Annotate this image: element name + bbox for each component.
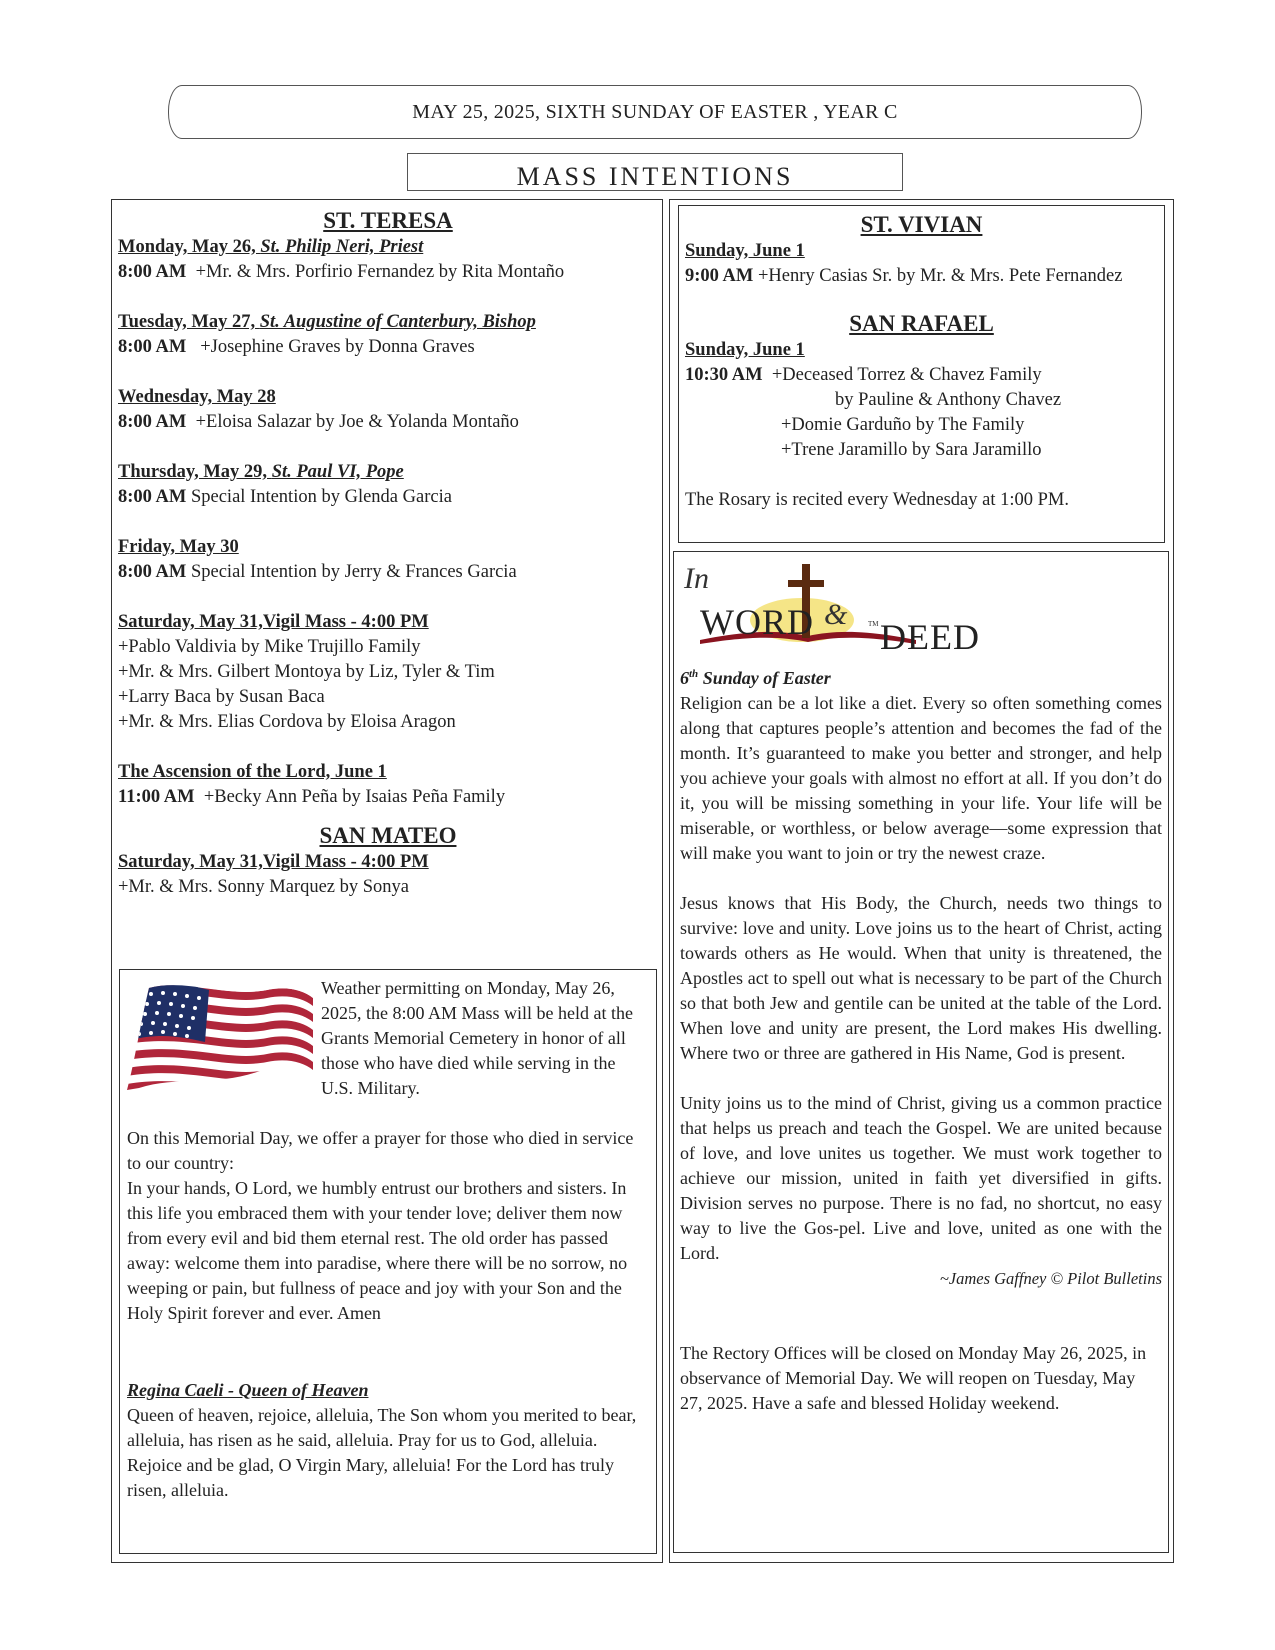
- mass-intentions-title: MASS INTENTIONS: [407, 153, 903, 191]
- memorial-prayer: In your hands, O Lord, we humbly entrust our brothers and sisters. In this life you embraced them with your tender love; deliver them now from every evil and bid them eternal rest. The old order has passed away: welcome them into paradise, where there will be no sorrow, no weeping or pain, but fullness of peace and joy with your Son and the Holy Spirit forever and ever. Amen: [127, 1178, 628, 1323]
- memorial-prayer-intro: On this Memorial Day, we offer a prayer for those who died in service to our country:: [127, 1128, 634, 1173]
- san-mateo-title: SAN MATEO: [319, 823, 457, 848]
- logo-ampersand: &: [824, 598, 848, 631]
- logo-word-text: WORD: [700, 602, 814, 642]
- sunday-title: 6th Sunday of Easter: [680, 668, 831, 688]
- wednesday-intention: 8:00 AM +Eloisa Salazar by Joe & Yolanda Montaño: [118, 412, 519, 432]
- memorial-day-box: [119, 969, 657, 1554]
- reflection-paragraph-3: Unity joins us to the mind of Christ, giving us a common practice that helps us preach and teach the Gospel. We are united because of love, and love unites us together. We must work together to achieve our mission, united in faith yet diversified in gifts. Division serves no purpose. There is no fad, no shortcut, no easy way to live the Gos-pel. Live and love, united as one with the Lord.: [680, 1093, 1162, 1263]
- st-vivian-intention: 9:00 AM +Henry Casias Sr. by Mr. & Mrs. Pete Fernandez: [685, 266, 1123, 286]
- logo-tm-mark: TM: [868, 620, 879, 628]
- ascension-heading: The Ascension of the Lord, June 1: [118, 762, 387, 782]
- regina-caeli-text: Queen of heaven, rejoice, alleluia, The Son whom you merited to bear, alleluia, has risen as he said, alleluia. Pray for us to God, alleluia. Rejoice and be glad, O Virgin Mary, alleluia! For the Lord has truly risen, alleluia.: [127, 1405, 637, 1500]
- reflection-paragraph-2: Jesus knows that His Body, the Church, needs two things to survive: love and unity. Love joins us to the heart of Christ, acting towards others as He would. When that unity is threatened, the Apostles act to spell out what is necessary to be part of the Church so that both Jew and gentile can be united at the table of the Lord. When love and unity are present, the Lord makes His dwelling. Where two or three are gathered in His Name, God is present.: [680, 893, 1162, 1063]
- regina-caeli-title: Regina Caeli - Queen of Heaven: [127, 1380, 369, 1400]
- san-rafael-intention: by Pauline & Anthony Chavez: [835, 390, 1062, 410]
- san-mateo-heading: Saturday, May 31,Vigil Mass - 4:00 PM: [118, 852, 429, 872]
- saturday-intention: +Pablo Valdivia by Mike Trujillo Family: [118, 637, 421, 657]
- san-mateo-intention: +Mr. & Mrs. Sonny Marquez by Sonya: [118, 877, 410, 897]
- reflection-credit: ~James Gaffney © Pilot Bulletins: [939, 1269, 1162, 1288]
- bulletin-header: MAY 25, 2025, SIXTH SUNDAY OF EASTER , YEAR C: [168, 85, 1142, 139]
- memorial-mass-notice: Weather permitting on Monday, May 26, 2025, the 8:00 AM Mass will be held at the Grants Memorial Cemetery in honor of all those who have died while serving in the U.S. Military.: [321, 978, 633, 1098]
- san-rafael-intention: +Trene Jaramillo by Sara Jaramillo: [781, 440, 1042, 460]
- san-rafael-intention: +Domie Garduño by The Family: [781, 415, 1025, 435]
- word-and-deed-logo: [680, 556, 1162, 662]
- logo-deed-text: DEED: [880, 617, 980, 657]
- thursday-intention: 8:00 AM Special Intention by Glenda Garcia: [118, 487, 452, 507]
- friday-heading: Friday, May 30: [118, 537, 239, 557]
- thursday-heading: Thursday, May 29, St. Paul VI, Pope: [118, 462, 404, 482]
- wednesday-heading: Wednesday, May 28: [118, 387, 276, 407]
- san-rafael-title: SAN RAFAEL: [849, 311, 994, 336]
- ascension-intention: 11:00 AM +Becky Ann Peña by Isaias Peña Family: [118, 787, 506, 807]
- american-flag-icon: [127, 980, 313, 1098]
- friday-intention: 8:00 AM Special Intention by Jerry & Frances Garcia: [118, 562, 517, 582]
- st-vivian-san-rafael-box: [678, 205, 1165, 543]
- saturday-heading: Saturday, May 31,Vigil Mass - 4:00 PM: [118, 612, 429, 632]
- saturday-intention: +Mr. & Mrs. Gilbert Montoya by Liz, Tyler & Tim: [118, 662, 495, 682]
- rectory-closure-notice: The Rectory Offices will be closed on Monday May 26, 2025, in observance of Memorial Day. We will reopen on Tuesday, May 27, 2025. Have a safe and blessed Holiday weekend.: [680, 1343, 1147, 1413]
- reflection-paragraph-1: Religion can be a lot like a diet. Every so often something comes along that captures people’s attention and becomes the fad of the month. It’s guaranteed to make you better and stronger, and help you achieve your goals with almost no effort at all. If you don’t do it, you will be missing something in your life. Your life will be miserable, or worthless, or below average—some expression that will make you want to join or try the newest craze.: [680, 693, 1162, 863]
- san-rafael-heading: Sunday, June 1: [685, 340, 805, 360]
- st-teresa-title: ST. TERESA: [323, 208, 453, 233]
- logo-in-text: In: [684, 562, 709, 595]
- tuesday-heading: Tuesday, May 27, St. Augustine of Canterbury, Bishop: [118, 312, 536, 332]
- st-teresa-section: [118, 207, 658, 900]
- st-vivian-heading: Sunday, June 1: [685, 241, 805, 261]
- word-and-deed-box: [673, 551, 1169, 1553]
- rosary-notice: The Rosary is recited every Wednesday at 1:00 PM.: [685, 490, 1070, 510]
- st-vivian-title: ST. VIVIAN: [860, 212, 983, 237]
- monday-intention: 8:00 AM +Mr. & Mrs. Porfirio Fernandez by Rita Montaño: [118, 262, 565, 282]
- san-rafael-intention: 10:30 AM +Deceased Torrez & Chavez Family: [685, 365, 1042, 385]
- saturday-intention: +Larry Baca by Susan Baca: [118, 687, 325, 707]
- tuesday-intention: 8:00 AM +Josephine Graves by Donna Graves: [118, 337, 475, 357]
- monday-heading: Monday, May 26, St. Philip Neri, Priest: [118, 237, 424, 257]
- saturday-intention: +Mr. & Mrs. Elias Cordova by Eloisa Aragon: [118, 712, 456, 732]
